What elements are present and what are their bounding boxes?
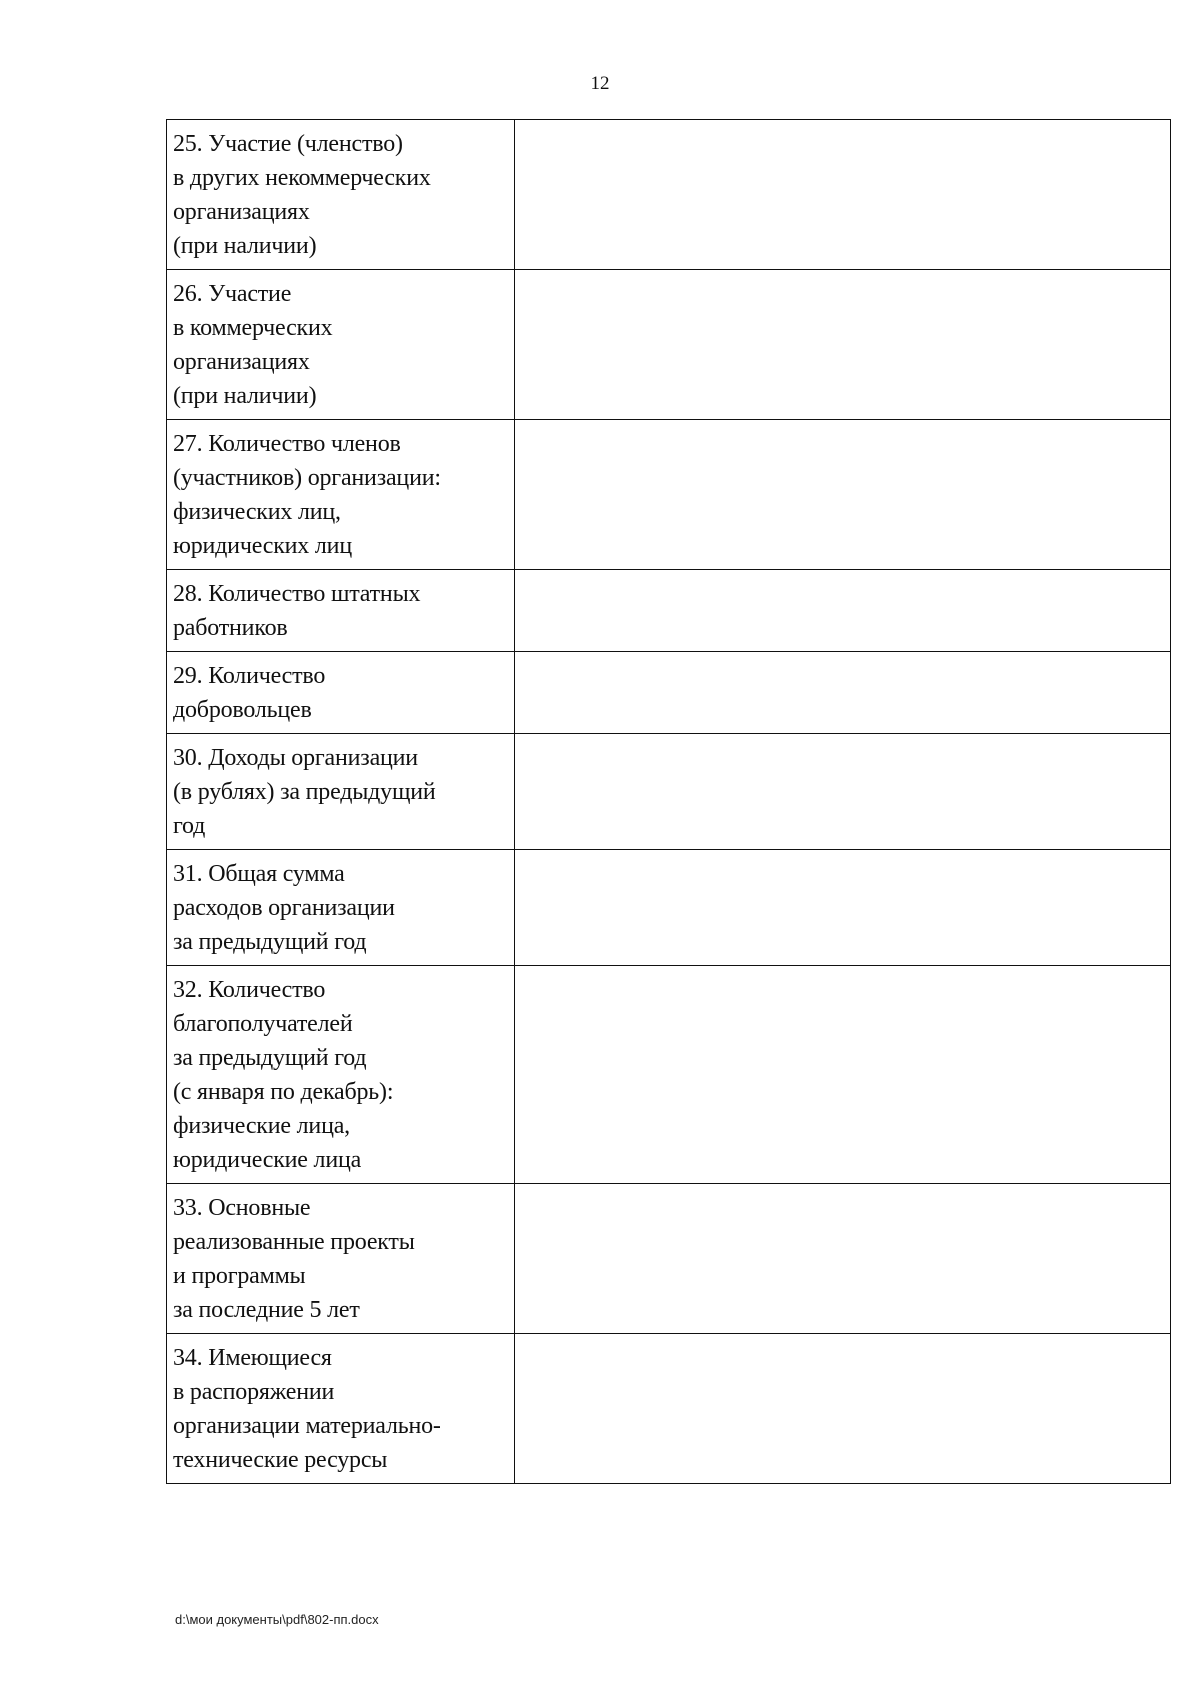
row-label-line: (участников) организации: (173, 465, 441, 491)
row-label-line: физических лиц, (173, 499, 341, 525)
row-label-line: юридические лица (173, 1147, 362, 1173)
row-label-line: реализованные проекты (173, 1229, 415, 1255)
row-label-line: 26. Участие (173, 281, 292, 307)
row-label-cell (167, 850, 515, 966)
row-value-cell[interactable] (515, 1184, 1171, 1334)
row-label-cell (167, 1184, 515, 1334)
row-label-line: 28. Количество штатных (173, 581, 421, 607)
table-row (167, 270, 1171, 420)
row-label-line: 33. Основные (173, 1195, 311, 1221)
row-label-cell (167, 570, 515, 652)
table-row (167, 1334, 1171, 1484)
row-label-line: в других некоммерческих (173, 165, 431, 191)
row-label-line: технические ресурсы (173, 1447, 388, 1473)
row-label-line: 29. Количество (173, 663, 326, 689)
row-label-line: 32. Количество (173, 977, 326, 1003)
row-label-line: добровольцев (173, 697, 312, 723)
row-label-line: за предыдущий год (173, 1045, 367, 1071)
table-row (167, 120, 1171, 270)
row-label-cell (167, 652, 515, 734)
row-label-line: (с января по декабрь): (173, 1079, 394, 1105)
row-label-line: организациях (173, 199, 310, 225)
row-label-cell (167, 120, 515, 270)
row-label-line: в распоряжении (173, 1379, 335, 1405)
row-label-line: 31. Общая сумма (173, 861, 345, 887)
row-label-line: юридических лиц (173, 533, 352, 559)
row-label-line: работников (173, 615, 288, 641)
row-value-cell[interactable] (515, 966, 1171, 1184)
row-label-cell (167, 966, 515, 1184)
row-value-cell[interactable] (515, 652, 1171, 734)
row-label-line: (в рублях) за предыдущий (173, 779, 436, 805)
table-row (167, 420, 1171, 570)
row-label-line: организации материально- (173, 1413, 441, 1439)
row-value-cell[interactable] (515, 850, 1171, 966)
table-row (167, 652, 1171, 734)
row-label-line: и программы (173, 1263, 306, 1289)
row-label-line: 30. Доходы организации (173, 745, 418, 771)
row-label-line: год (173, 813, 206, 839)
row-value-cell[interactable] (515, 1334, 1171, 1484)
table-row (167, 1184, 1171, 1334)
row-label-line: за предыдущий год (173, 929, 367, 955)
row-label-line: в коммерческих (173, 315, 333, 341)
row-label-cell (167, 420, 515, 570)
row-value-cell[interactable] (515, 270, 1171, 420)
row-label-line: 27. Количество членов (173, 431, 401, 457)
row-value-cell[interactable] (515, 120, 1171, 270)
table-row (167, 966, 1171, 1184)
row-label-line: организациях (173, 349, 310, 375)
table-row (167, 850, 1171, 966)
row-label-line: за последние 5 лет (173, 1297, 360, 1323)
row-label-cell (167, 270, 515, 420)
row-label-line: (при наличии) (173, 383, 317, 409)
row-value-cell[interactable] (515, 570, 1171, 652)
row-label-cell (167, 734, 515, 850)
row-label-line: физические лица, (173, 1113, 350, 1139)
form-table (166, 119, 1171, 1484)
row-label-line: 25. Участие (членство) (173, 131, 403, 157)
row-label-line: расходов организации (173, 895, 395, 921)
row-label-line: 34. Имеющиеся (173, 1345, 332, 1371)
page-number: 12 (590, 73, 610, 94)
row-value-cell[interactable] (515, 420, 1171, 570)
table-row (167, 734, 1171, 850)
row-value-cell[interactable] (515, 734, 1171, 850)
table-row (167, 570, 1171, 652)
footer-file-path: d:\мои документы\pdf\802-пп.docx (175, 1612, 379, 1627)
row-label-line: (при наличии) (173, 233, 317, 259)
row-label-cell (167, 1334, 515, 1484)
form-table-body (167, 120, 1171, 1484)
row-label-line: благополучателей (173, 1011, 353, 1037)
